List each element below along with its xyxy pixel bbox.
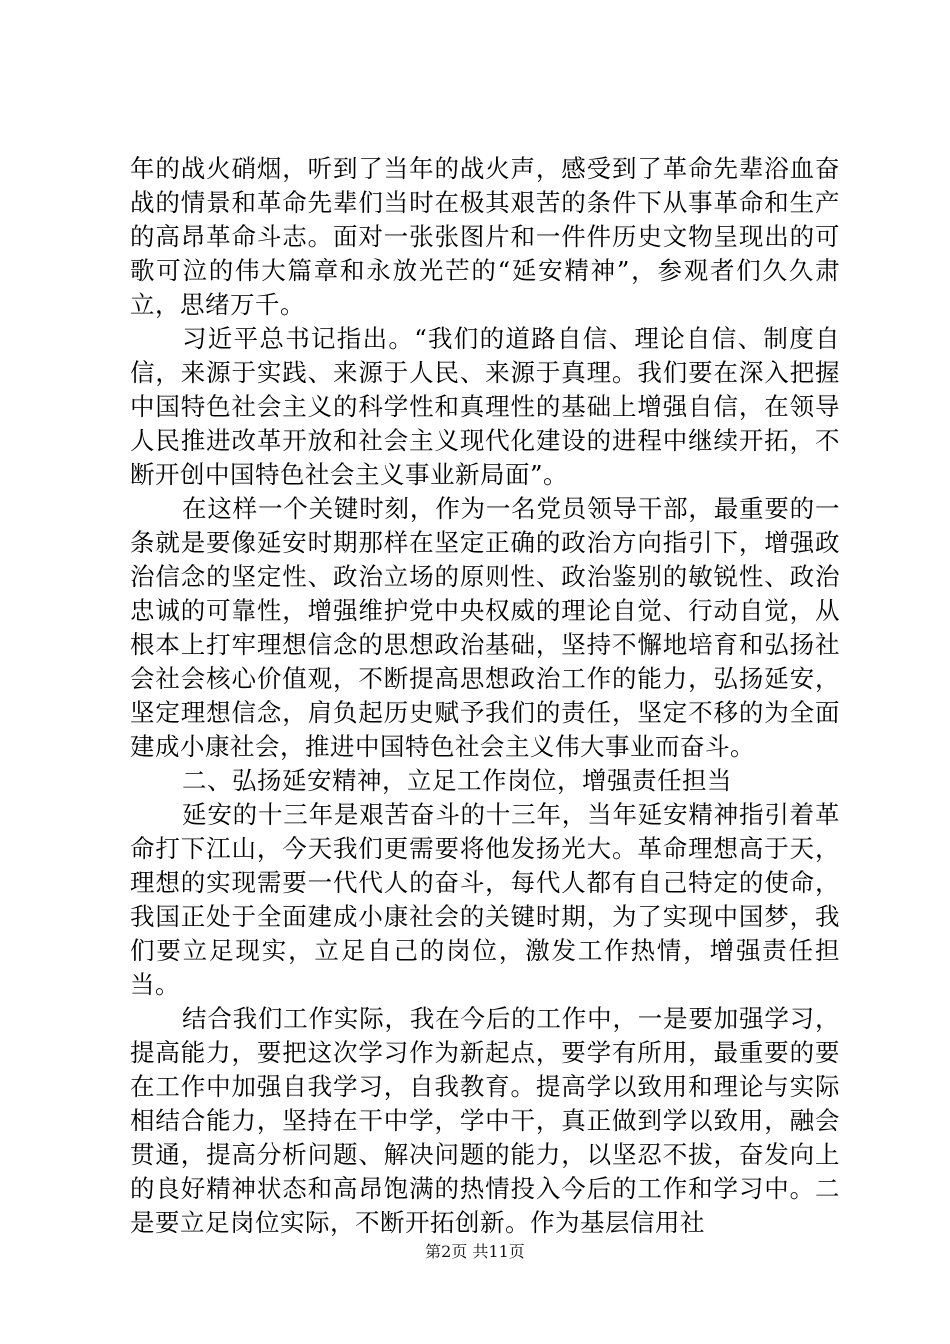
paragraph-3: 在这样一个关键时刻，作为一名党员领导干部，最重要的一条就是要像延安时期那样在坚定正确的政治方向指引下，增强政治信念的坚定性、政治立场的原则性、政治鉴别的敏锐性、政治忠诚的可靠性，增强维护党中央权威的理论自觉、行动自觉，从根本上打牢理想信念的思想政治基础，坚持不懈地培育和弘扬社会社会核心价值观，不断提高思想政治工作的能力，弘扬延安，坚定理想信念，肩负起历史赋予我们的责任，坚定不移的为全面建成小康社会，推进中国特色社会主义伟大事业而奋斗。 bbox=[130, 494, 840, 761]
paragraph-5: 结合我们工作实际，我在今后的工作中，一是要加强学习，提高能力，要把这次学习作为新起点，要学有所用，最重要的要在工作中加强自我学习，自我教育。提高学以致用和理论与实际相结合能力，坚持在干中学，学中干，真正做到学以致用，融会贯通，提高分析问题、解决问题的能力，以坚忍不拔，奋发向上的良好精神状态和高昂饱满的热情投入今后的工作和学习中。二是要立足岗位实际，不断开拓创新。作为基层信用社 bbox=[130, 1004, 840, 1237]
page-number-footer: 第2页 共11页 bbox=[425, 1242, 525, 1261]
section-heading: 二、弘扬延安精神，立足工作岗位，增强责任担当 bbox=[182, 766, 732, 795]
paragraph-4: 延安的十三年是艰苦奋斗的十三年，当年延安精神指引着革命打下江山，今天我们更需要将他发扬光大。革命理想高于天，理想的实现需要一代代人的奋斗，每代人都有自己特定的使命，我国正处于全面建成小康社会的关键时期，为了实现中国梦，我们要立足现实，立足自己的岗位，激发工作热情，增强责任担当。 bbox=[130, 800, 840, 999]
paragraph-2: 习近平总书记指出。“我们的道路自信、理论自信、制度自信，来源于实践、来源于人民、来源于真理。我们要在深入把握中国特色社会主义的科学性和真理性的基础上增强自信，在领导人民推进改革开放和社会主义现代化建设的进程中继续开拓，不断开创中国特色社会主义事业新局面”。 bbox=[130, 324, 840, 489]
paragraph-1: 年的战火硝烟，听到了当年的战火声，感受到了革命先辈浴血奋战的情景和革命先辈们当时在极其艰苦的条件下从事革命和生产的高昂革命斗志。面对一张张图片和一件件历史文物呈现出的可歌可泣的伟大篇章和永放光芒的“延安精神”，参观者们久久肃立，思绪万千。 bbox=[130, 154, 840, 319]
document-body bbox=[130, 152, 840, 1240]
